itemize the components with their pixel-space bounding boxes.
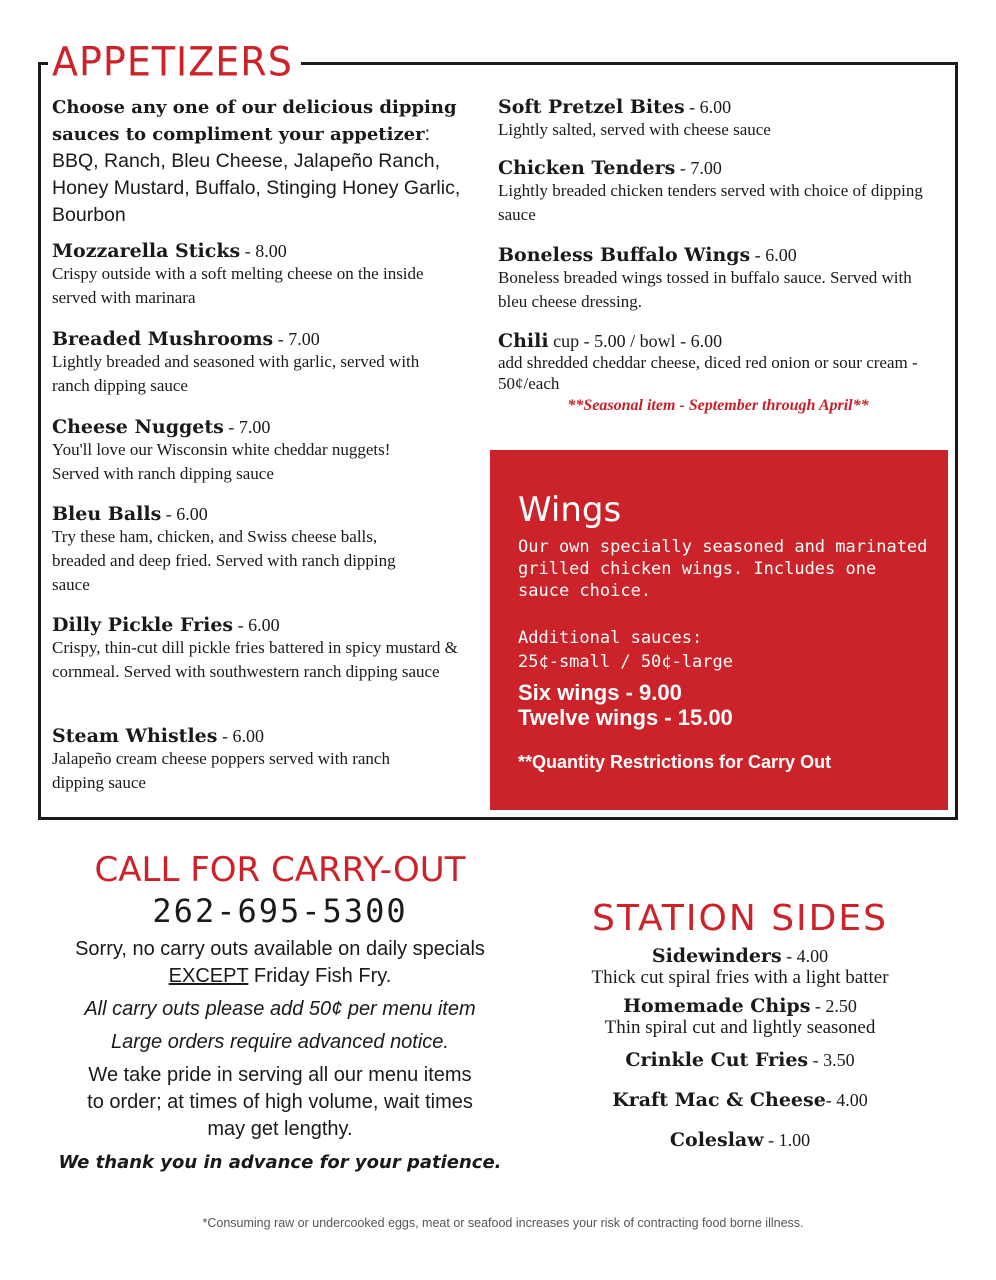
additional-sauces-prices: 25¢-small / 50¢-large — [518, 652, 733, 672]
menu-item — [52, 614, 462, 684]
item-price: - 6.00 — [161, 504, 208, 524]
carry-out-section — [40, 850, 520, 1182]
item-name: Mozzarella Sticks — [52, 240, 241, 262]
menu-item — [52, 416, 422, 486]
item-price: - 6.00 — [217, 726, 264, 746]
item-desc: Jalapeño cream cheese poppers served with ranch dipping sauce — [52, 749, 390, 792]
item-desc: Try these ham, chicken, and Swiss cheese balls, breaded and deep fried. Served with ranch dipping sauce — [52, 527, 396, 594]
side-item — [540, 1049, 940, 1071]
item-name: Bleu Balls — [52, 503, 162, 525]
item-name: Chili — [498, 330, 549, 352]
twelve-wings-price: Twelve wings - 15.00 — [518, 705, 733, 730]
station-sides-title: STATION SIDES — [592, 898, 888, 939]
item-name: Chicken Tenders — [498, 157, 676, 179]
item-desc: Lightly breaded chicken tenders served with choice of dipping sauce — [498, 181, 923, 224]
seasonal-note: **Seasonal item - September through April** — [567, 397, 869, 414]
item-price: - 6.00 — [233, 615, 280, 635]
item-name: Boneless Buffalo Wings — [498, 244, 751, 266]
side-price: - 2.50 — [810, 996, 857, 1016]
item-name: Soft Pretzel Bites — [498, 96, 685, 118]
large-orders-note: Large orders require advanced notice. — [111, 1031, 449, 1053]
station-sides-section — [540, 898, 940, 1151]
item-name: Dilly Pickle Fries — [52, 614, 234, 636]
wings-desc: Our own specially seasoned and marinated grilled chicken wings. Includes one sauce choice. — [518, 537, 928, 601]
carry-out-title: CALL FOR CARRY-OUT — [94, 850, 466, 890]
wings-panel — [490, 450, 948, 810]
food-safety-disclaimer: *Consuming raw or undercooked eggs, meat or seafood increases your risk of contracting food borne illness. — [202, 1216, 804, 1230]
item-price: - 6.00 — [750, 245, 797, 265]
side-price: - 4.00 — [825, 1090, 868, 1110]
item-name: Cheese Nuggets — [52, 416, 224, 438]
wings-title: Wings — [518, 490, 622, 530]
specials-note-text: Sorry, no carry outs available on daily specials — [75, 938, 485, 960]
menu-item — [52, 503, 432, 597]
item-name: Breaded Mushrooms — [52, 328, 274, 350]
menu-item — [498, 244, 918, 314]
item-price: cup - 5.00 / bowl - 6.00 — [548, 331, 723, 351]
item-desc: You'll love our Wisconsin white cheddar nuggets! Served with ranch dipping sauce — [52, 440, 391, 483]
fish-fry-text: Friday Fish Fry. — [248, 965, 392, 987]
appetizers-title: APPETIZERS — [48, 39, 301, 85]
wings-prices — [518, 680, 733, 730]
item-desc: add shredded cheddar cheese, diced red onion or sour cream - 50¢/each — [498, 353, 918, 393]
menu-item — [498, 330, 928, 394]
side-item — [540, 1129, 940, 1151]
item-price: - 7.00 — [273, 329, 320, 349]
wait-times-note: We take pride in serving all our menu items to order; at times of high volume, wait times may get lengthy. — [87, 1064, 473, 1140]
side-name: Coleslaw — [669, 1129, 764, 1151]
item-price: - 6.00 — [684, 97, 732, 117]
side-name: Sidewinders — [651, 945, 782, 967]
menu-item — [52, 328, 422, 398]
phone-number[interactable]: 262-695-5300 — [152, 892, 408, 930]
sauce-intro-heading: Choose any one of our delicious dipping sauces to compliment your appetizer — [52, 97, 457, 145]
carry-out-specials-note — [40, 936, 520, 990]
side-name: Kraft Mac & Cheese — [612, 1089, 826, 1111]
side-item — [540, 1089, 940, 1111]
side-desc: Thick cut spiral fries with a light batter — [591, 967, 889, 988]
six-wings-price: Six wings - 9.00 — [518, 680, 682, 705]
except-text: EXCEPT — [168, 965, 249, 987]
item-desc: Crispy, thin-cut dill pickle fries battered in spicy mustard & cornmeal. Served with southwestern ranch dipping sauce — [52, 638, 458, 681]
item-price: - 8.00 — [240, 241, 287, 261]
side-desc: Thin spiral cut and lightly seasoned — [604, 1017, 876, 1038]
side-name: Homemade Chips — [623, 995, 811, 1017]
item-desc: Lightly breaded and seasoned with garlic, served with ranch dipping sauce — [52, 352, 420, 395]
thanks-note: We thank you in advance for your patience. — [58, 1152, 502, 1173]
side-price: - 1.00 — [763, 1130, 811, 1150]
carry-out-restriction: **Quantity Restrictions for Carry Out — [518, 752, 832, 772]
menu-item — [52, 240, 472, 310]
item-desc: Lightly salted, served with cheese sauce — [498, 120, 771, 139]
item-name: Steam Whistles — [52, 725, 218, 747]
additional-sauces — [518, 626, 733, 674]
menu-item — [498, 157, 938, 227]
item-price: - 7.00 — [675, 158, 722, 178]
menu-item — [498, 96, 938, 142]
side-price: - 3.50 — [808, 1050, 855, 1070]
carry-out-surcharge: All carry outs please add 50¢ per menu item — [84, 998, 476, 1020]
side-price: - 4.00 — [781, 946, 829, 966]
sauce-intro — [52, 94, 472, 229]
side-item — [540, 945, 940, 989]
item-desc: Boneless breaded wings tossed in buffalo sauce. Served with bleu cheese dressing. — [498, 268, 912, 311]
item-price: - 7.00 — [223, 417, 271, 437]
item-desc: Crispy outside with a soft melting cheese on the inside served with marinara — [52, 264, 424, 307]
side-name: Crinkle Cut Fries — [625, 1049, 809, 1071]
sauce-list: : BBQ, Ranch, Bleu Cheese, Jalapeño Ranch, Honey Mustard, Buffalo, Stinging Honey Garlic, Bourbon — [52, 123, 461, 226]
side-item — [540, 995, 940, 1039]
additional-sauces-label: Additional sauces: — [518, 628, 703, 648]
menu-item — [52, 725, 432, 795]
